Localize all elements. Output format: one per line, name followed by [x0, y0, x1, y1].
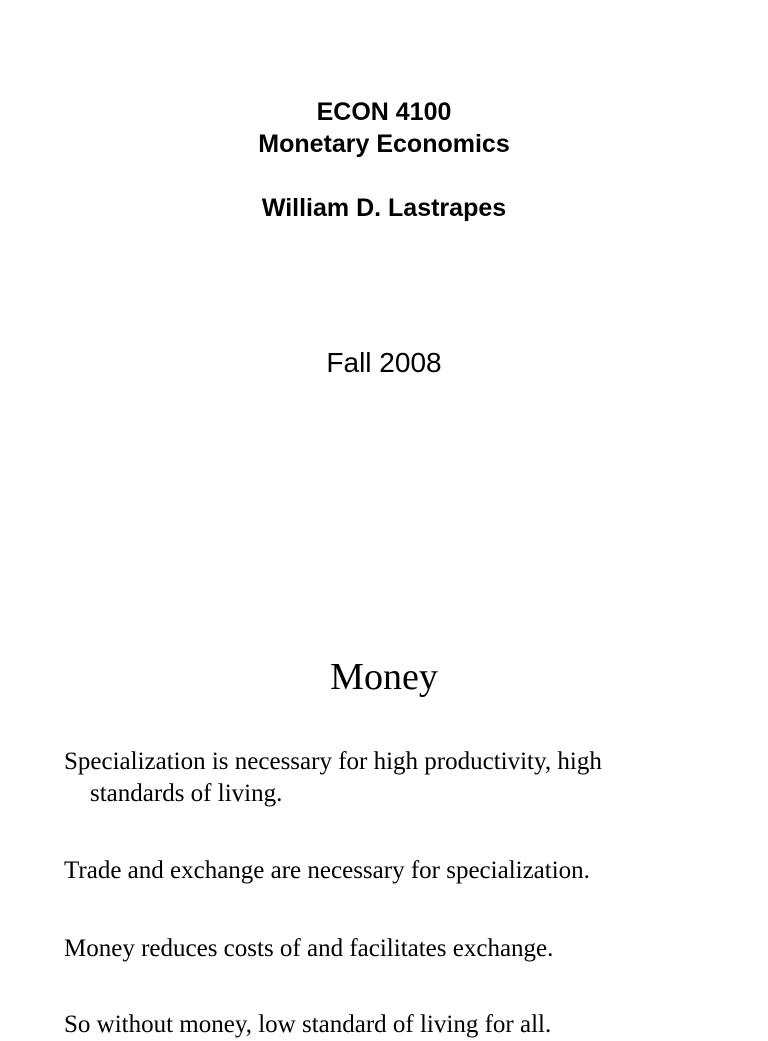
- paragraph-without-money: So without money, low standard of living for all.: [64, 1011, 552, 1038]
- slide-heading: Money: [330, 656, 438, 698]
- paragraph-money-costs: Money reduces costs of and facilitates exchange.: [64, 935, 554, 962]
- course-code: ECON 4100: [316, 98, 452, 126]
- money-slide: [0, 640, 768, 1038]
- paragraph-trade-exchange: Trade and exchange are necessary for specialization.: [64, 857, 590, 884]
- paragraph-specialization: Specialization is necessary for high productivity, high standards of living.: [64, 748, 602, 807]
- instructor-name: William D. Lastrapes: [261, 194, 507, 222]
- course-name: Monetary Economics: [258, 130, 510, 158]
- term: Fall 2008: [326, 347, 442, 378]
